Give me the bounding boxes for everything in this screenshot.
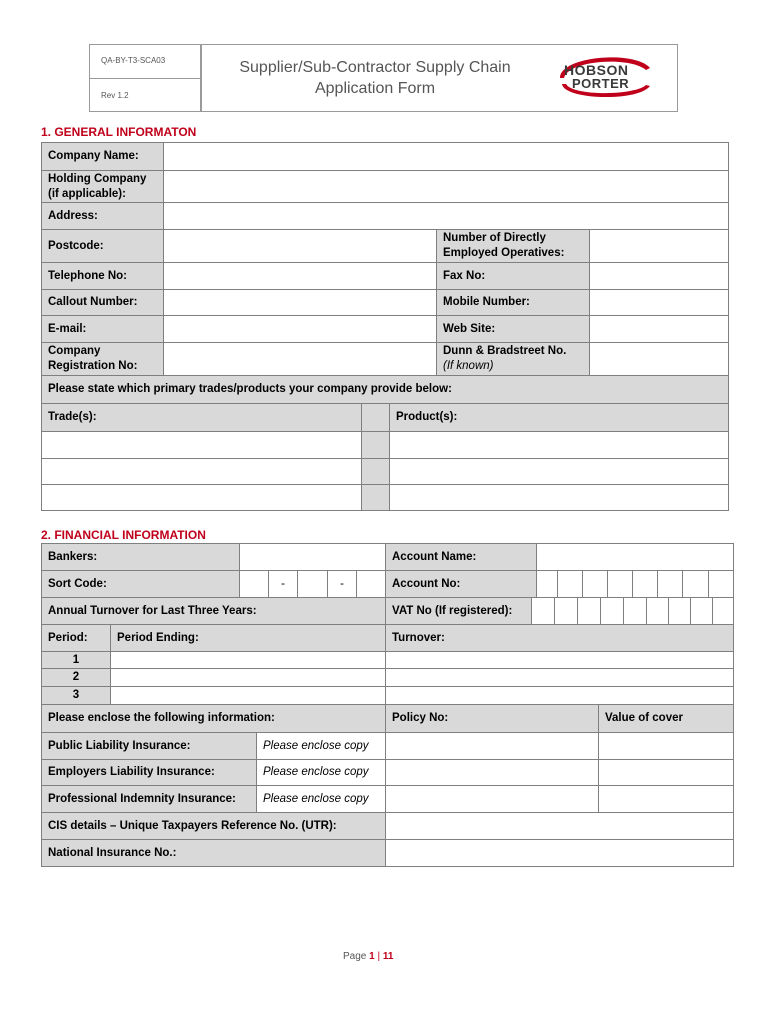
account-no-box-3[interactable]: [582, 570, 608, 598]
trade-field-3[interactable]: [41, 484, 362, 511]
label-website: Web Site:: [436, 315, 590, 343]
sort-code-box-2[interactable]: [297, 570, 328, 598]
national-insurance-field[interactable]: [385, 839, 734, 867]
label-employed-operatives: Number of Directly Employed Operatives:: [436, 229, 590, 263]
logo-text-porter: PORTER: [572, 76, 630, 91]
form-title: [210, 57, 540, 99]
label-postcode: Postcode:: [41, 229, 164, 263]
vat-box-6[interactable]: [646, 597, 669, 625]
vat-box-9[interactable]: [712, 597, 734, 625]
account-name-field[interactable]: [536, 543, 734, 571]
company-name-field[interactable]: [163, 142, 729, 171]
label-company-registration: [41, 342, 164, 376]
label-products: Product(s):: [389, 403, 729, 432]
employed-operatives-field[interactable]: [589, 229, 729, 263]
website-field[interactable]: [589, 315, 729, 343]
label-enclose-prompt: Please enclose the following information:: [41, 704, 386, 733]
form-title-line1: Supplier/Sub-Contractor Supply Chain: [239, 59, 511, 76]
address-field[interactable]: [163, 202, 729, 230]
holding-company-field[interactable]: [163, 170, 729, 203]
section-general-title: 1. GENERAL INFORMATON: [41, 125, 197, 139]
account-no-box-5[interactable]: [632, 570, 658, 598]
sort-code-separator-2: -: [327, 570, 357, 598]
trade-field-1[interactable]: [41, 431, 362, 459]
label-fax: Fax No:: [436, 262, 590, 290]
label-bankers: Bankers:: [41, 543, 240, 571]
professional-indemnity-cover-field[interactable]: [598, 785, 734, 813]
label-email: E-mail:: [41, 315, 164, 343]
label-professional-indemnity: Professional Indemnity Insurance:: [41, 785, 257, 813]
revision-label: Rev 1.2: [101, 91, 129, 100]
account-no-box-6[interactable]: [657, 570, 683, 598]
product-field-1[interactable]: [389, 431, 729, 459]
header-code-divider: [89, 78, 201, 79]
label-holding-company: Holding Company (if applicable):: [41, 170, 164, 203]
employers-liability-note: Please enclose copy: [256, 759, 386, 786]
label-national-insurance: National Insurance No.:: [41, 839, 386, 867]
public-liability-note: Please enclose copy: [256, 732, 386, 760]
label-company-registration-line2: Registration No:: [48, 360, 138, 372]
logo-text-hobson: HOBSON: [564, 62, 629, 78]
product-field-3[interactable]: [389, 484, 729, 511]
professional-indemnity-note: Please enclose copy: [256, 785, 386, 813]
public-liability-policy-field[interactable]: [385, 732, 599, 760]
label-address: Address:: [41, 202, 164, 230]
label-account-no: Account No:: [385, 570, 537, 598]
period-ending-field-2[interactable]: [110, 668, 386, 687]
sort-code-separator-1: -: [268, 570, 298, 598]
label-mobile: Mobile Number:: [436, 289, 590, 316]
label-dunn-bradstreet-line1: Dunn & Bradstreet No.: [443, 345, 567, 357]
company-registration-field[interactable]: [163, 342, 437, 376]
account-no-box-7[interactable]: [682, 570, 709, 598]
period-ending-field-3[interactable]: [110, 686, 386, 705]
trades-products-spacer: [361, 403, 390, 432]
label-callout: Callout Number:: [41, 289, 164, 316]
bankers-field[interactable]: [239, 543, 386, 571]
label-turnover: Turnover:: [385, 624, 734, 652]
label-policy-no: Policy No:: [385, 704, 599, 733]
trade-spacer-1: [361, 431, 390, 459]
trade-spacer-2: [361, 458, 390, 485]
vat-box-2[interactable]: [554, 597, 578, 625]
cis-field[interactable]: [385, 812, 734, 840]
account-no-box-4[interactable]: [607, 570, 633, 598]
callout-field[interactable]: [163, 289, 437, 316]
label-trades-prompt: Please state which primary trades/products your company provide below:: [41, 375, 729, 404]
postcode-field[interactable]: [163, 229, 437, 263]
turnover-field-3[interactable]: [385, 686, 734, 705]
vat-box-5[interactable]: [623, 597, 647, 625]
page-separator: |: [377, 951, 381, 962]
label-account-name: Account Name:: [385, 543, 537, 571]
employers-liability-policy-field[interactable]: [385, 759, 599, 786]
page-label: Page: [343, 951, 367, 962]
page-current: 1: [369, 951, 375, 962]
document-code: QA-BY-T3-SCA03: [101, 56, 166, 65]
label-value-of-cover: Value of cover: [598, 704, 734, 733]
dunn-bradstreet-field[interactable]: [589, 342, 729, 376]
vat-box-1[interactable]: [531, 597, 555, 625]
account-no-box-8[interactable]: [708, 570, 734, 598]
form-title-line2: Application Form: [314, 80, 436, 97]
label-telephone: Telephone No:: [41, 262, 164, 290]
period-ending-field-1[interactable]: [110, 651, 386, 669]
telephone-field[interactable]: [163, 262, 437, 290]
trade-spacer-3: [361, 484, 390, 511]
label-trades: Trade(s):: [41, 403, 362, 432]
company-logo: [550, 48, 660, 104]
label-dunn-bradstreet: [436, 342, 590, 376]
mobile-field[interactable]: [589, 289, 729, 316]
section-financial-title: 2. FINANCIAL INFORMATION: [41, 528, 206, 542]
label-company-registration-line1: Company: [48, 345, 101, 357]
period-number-3: 3: [41, 686, 111, 705]
page-number: [343, 951, 393, 962]
turnover-field-1[interactable]: [385, 651, 734, 669]
label-cis: CIS details – Unique Taxpayers Reference No. (UTR):: [41, 812, 386, 840]
fax-field[interactable]: [589, 262, 729, 290]
public-liability-cover-field[interactable]: [598, 732, 734, 760]
label-public-liability: Public Liability Insurance:: [41, 732, 257, 760]
sort-code-box-1[interactable]: [239, 570, 269, 598]
label-vat: VAT No (If registered):: [385, 597, 532, 625]
page-total: 11: [382, 951, 394, 962]
trade-field-2[interactable]: [41, 458, 362, 485]
account-no-box-1[interactable]: [536, 570, 558, 598]
period-number-2: 2: [41, 668, 111, 687]
account-no-box-2[interactable]: [557, 570, 583, 598]
sort-code-box-3[interactable]: [356, 570, 386, 598]
label-employers-liability: Employers Liability Insurance:: [41, 759, 257, 786]
employers-liability-cover-field[interactable]: [598, 759, 734, 786]
label-turnover-prompt: Annual Turnover for Last Three Years:: [41, 597, 386, 625]
label-company-name: Company Name:: [41, 142, 164, 171]
vat-box-4[interactable]: [600, 597, 624, 625]
period-number-1: 1: [41, 651, 111, 669]
email-field[interactable]: [163, 315, 437, 343]
label-sort-code: Sort Code:: [41, 570, 240, 598]
vat-box-3[interactable]: [577, 597, 601, 625]
vat-box-7[interactable]: [668, 597, 691, 625]
label-dunn-bradstreet-line2: (If known): [443, 360, 494, 372]
vat-box-8[interactable]: [690, 597, 713, 625]
label-period: Period:: [41, 624, 111, 652]
turnover-field-2[interactable]: [385, 668, 734, 687]
label-period-ending: Period Ending:: [110, 624, 386, 652]
product-field-2[interactable]: [389, 458, 729, 485]
professional-indemnity-policy-field[interactable]: [385, 785, 599, 813]
